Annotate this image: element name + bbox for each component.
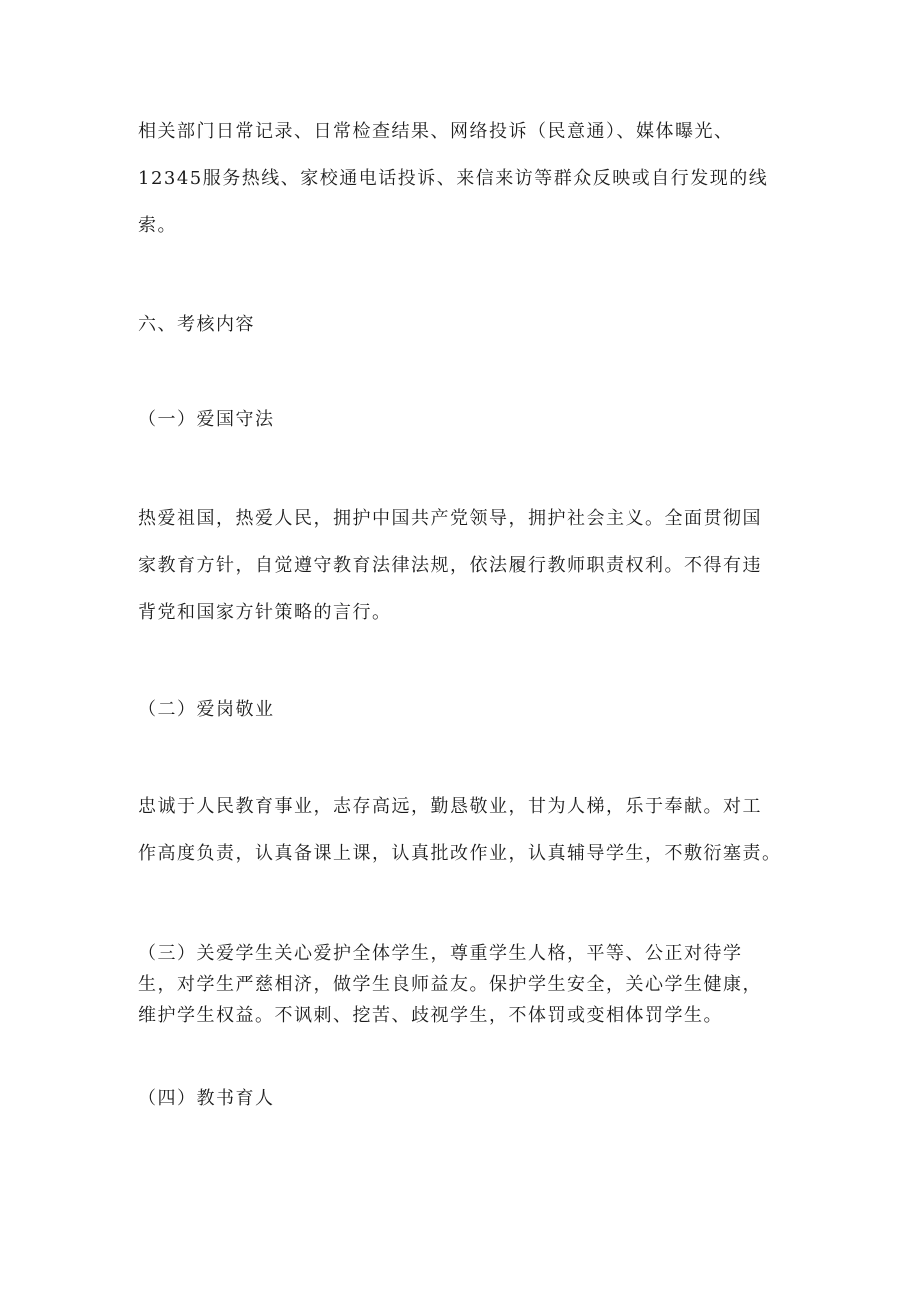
text-line: 热爱祖国，热爱人民，拥护中国共产党领导，拥护社会主义。全面贯彻国 — [138, 508, 762, 529]
text-line: 相关部门日常记录、日常检查结果、网络投诉（民意通）、媒体曝光、 — [138, 121, 734, 142]
section-heading — [138, 312, 798, 338]
item-heading-1 — [138, 407, 798, 433]
item-paragraph-2 — [138, 783, 798, 877]
text-line: 忠诚于人民教育事业，志存高远，勤恳敬业，甘为人梯，乐于奉献。对工 — [138, 796, 762, 817]
heading-text: 六、考核内容 — [138, 314, 255, 335]
heading-text: （四）教书育人 — [138, 1088, 275, 1109]
text-line: 12345服务热线、家校通电话投诉、来信来访等群众反映或自行发现的线 — [138, 168, 769, 189]
text-line: 作高度负责，认真备课上课，认真批改作业，认真辅导学生，不敷衍塞责。 — [138, 843, 782, 864]
heading-text: （二）爱岗敬业 — [138, 699, 275, 720]
item-heading-2 — [138, 697, 798, 723]
text-line: 生，对学生严慈相济，做学生良师益友。保护学生安全，关心学生健康， — [138, 974, 762, 995]
item-paragraph-1 — [138, 495, 798, 636]
text-line: 维护学生权益。不讽刺、挖苦、歧视学生，不体罚或变相体罚学生。 — [138, 1005, 723, 1026]
text-line: 索。 — [138, 215, 177, 236]
text-line: 背党和国家方针策略的言行。 — [138, 602, 392, 623]
text-line: （三）关爱学生关心爱护全体学生，尊重学生人格，平等、公正对待学 — [138, 943, 743, 964]
intro-paragraph — [138, 108, 798, 249]
heading-text: （一）爱国守法 — [138, 409, 275, 430]
text-line: 家教育方针，自觉遵守教育法律法规，依法履行教师职责权利。不得有违 — [138, 555, 762, 576]
item-paragraph-3 — [138, 938, 798, 1031]
item-heading-4 — [138, 1086, 798, 1112]
